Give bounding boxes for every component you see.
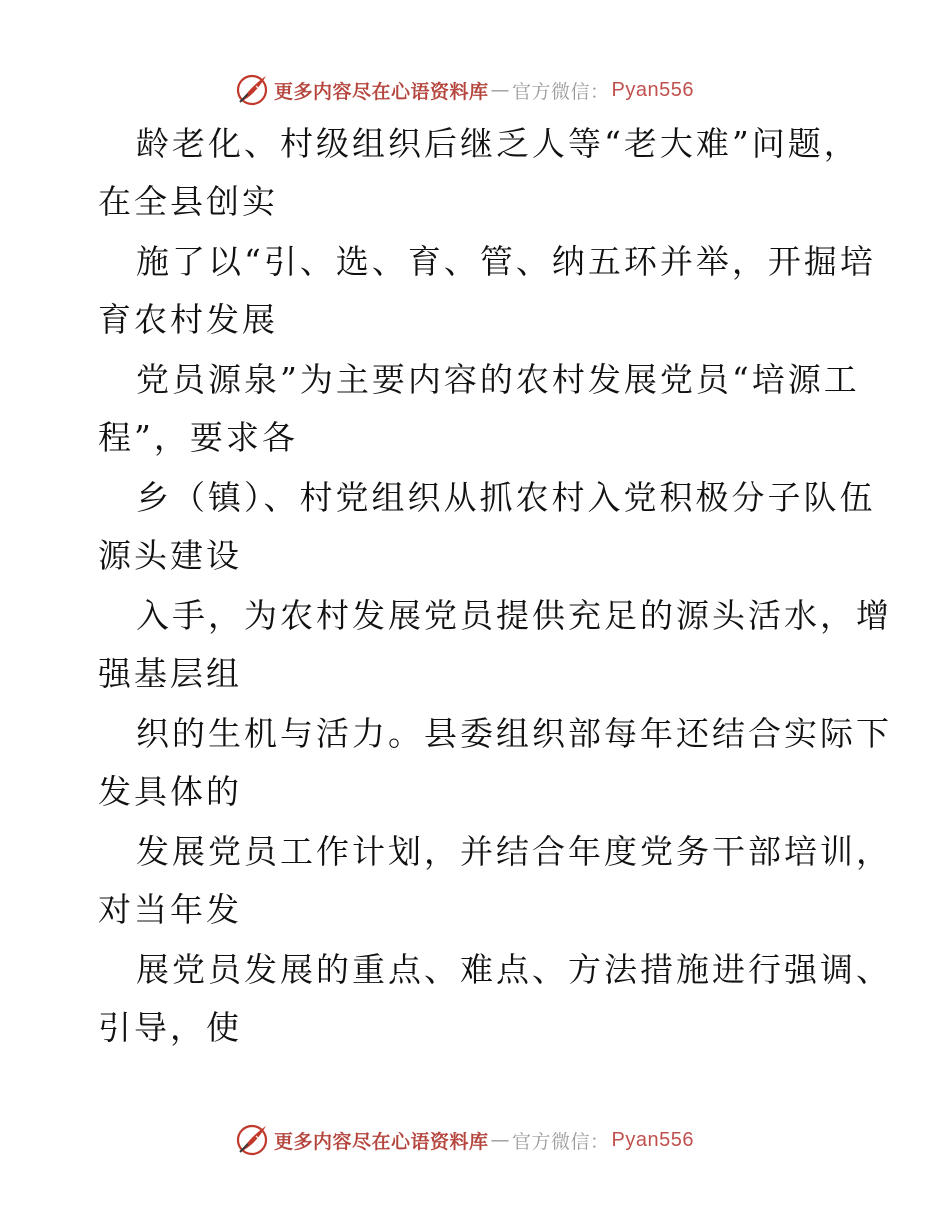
text-line: 展党员发展的重点、难点、方法措施进行强调、 (136, 950, 892, 989)
text-line: 党员源泉”为主要内容的农村发展党员“培源工 (136, 360, 860, 399)
feather-pen-logo-icon (234, 1122, 270, 1158)
text-line: 育农村发展 (98, 300, 278, 339)
text-line: 强基层组 (98, 654, 242, 693)
watermark-text (274, 77, 694, 104)
text-line: 发具体的 (98, 772, 242, 811)
feather-pen-logo-icon (234, 72, 270, 108)
header-watermark (0, 70, 950, 110)
text-line: 引导，使 (98, 1008, 242, 1047)
footer-watermark (0, 1120, 950, 1160)
watermark-wechat-id: Pyan556 (611, 1128, 694, 1151)
footer-watermark-content (234, 1120, 694, 1160)
text-line: 龄老化、村级组织后继乏人等“老大难”问题， (136, 124, 860, 163)
watermark-dash: — (490, 1129, 511, 1151)
text-line: 源头建设 (98, 536, 242, 575)
watermark-main-text: 更多内容尽在心语资料库 (274, 1130, 489, 1153)
text-line: 乡（镇）、村党组织从抓农村入党积极分子队伍 (136, 478, 876, 517)
watermark-dash: — (490, 79, 511, 101)
watermark-text (274, 1127, 694, 1154)
header-watermark-content (234, 70, 694, 110)
text-line: 在全县创实 (98, 182, 278, 221)
text-line: 入手，为农村发展党员提供充足的源头活水，增 (136, 596, 892, 635)
text-line: 发展党员工作计划，并结合年度党务干部培训， (136, 832, 892, 871)
text-line: 织的生机与活力。县委组织部每年还结合实际下 (136, 714, 892, 753)
watermark-wechat-id: Pyan556 (611, 78, 694, 101)
text-line: 程”，要求各 (98, 418, 298, 457)
text-line: 施了以“引、选、育、管、纳五环并举，开掘培 (136, 242, 876, 281)
text-line: 对当年发 (98, 890, 242, 929)
watermark-main-text: 更多内容尽在心语资料库 (274, 80, 489, 103)
watermark-wechat-label: 官方微信： (512, 80, 610, 103)
watermark-wechat-label: 官方微信： (512, 1130, 610, 1153)
